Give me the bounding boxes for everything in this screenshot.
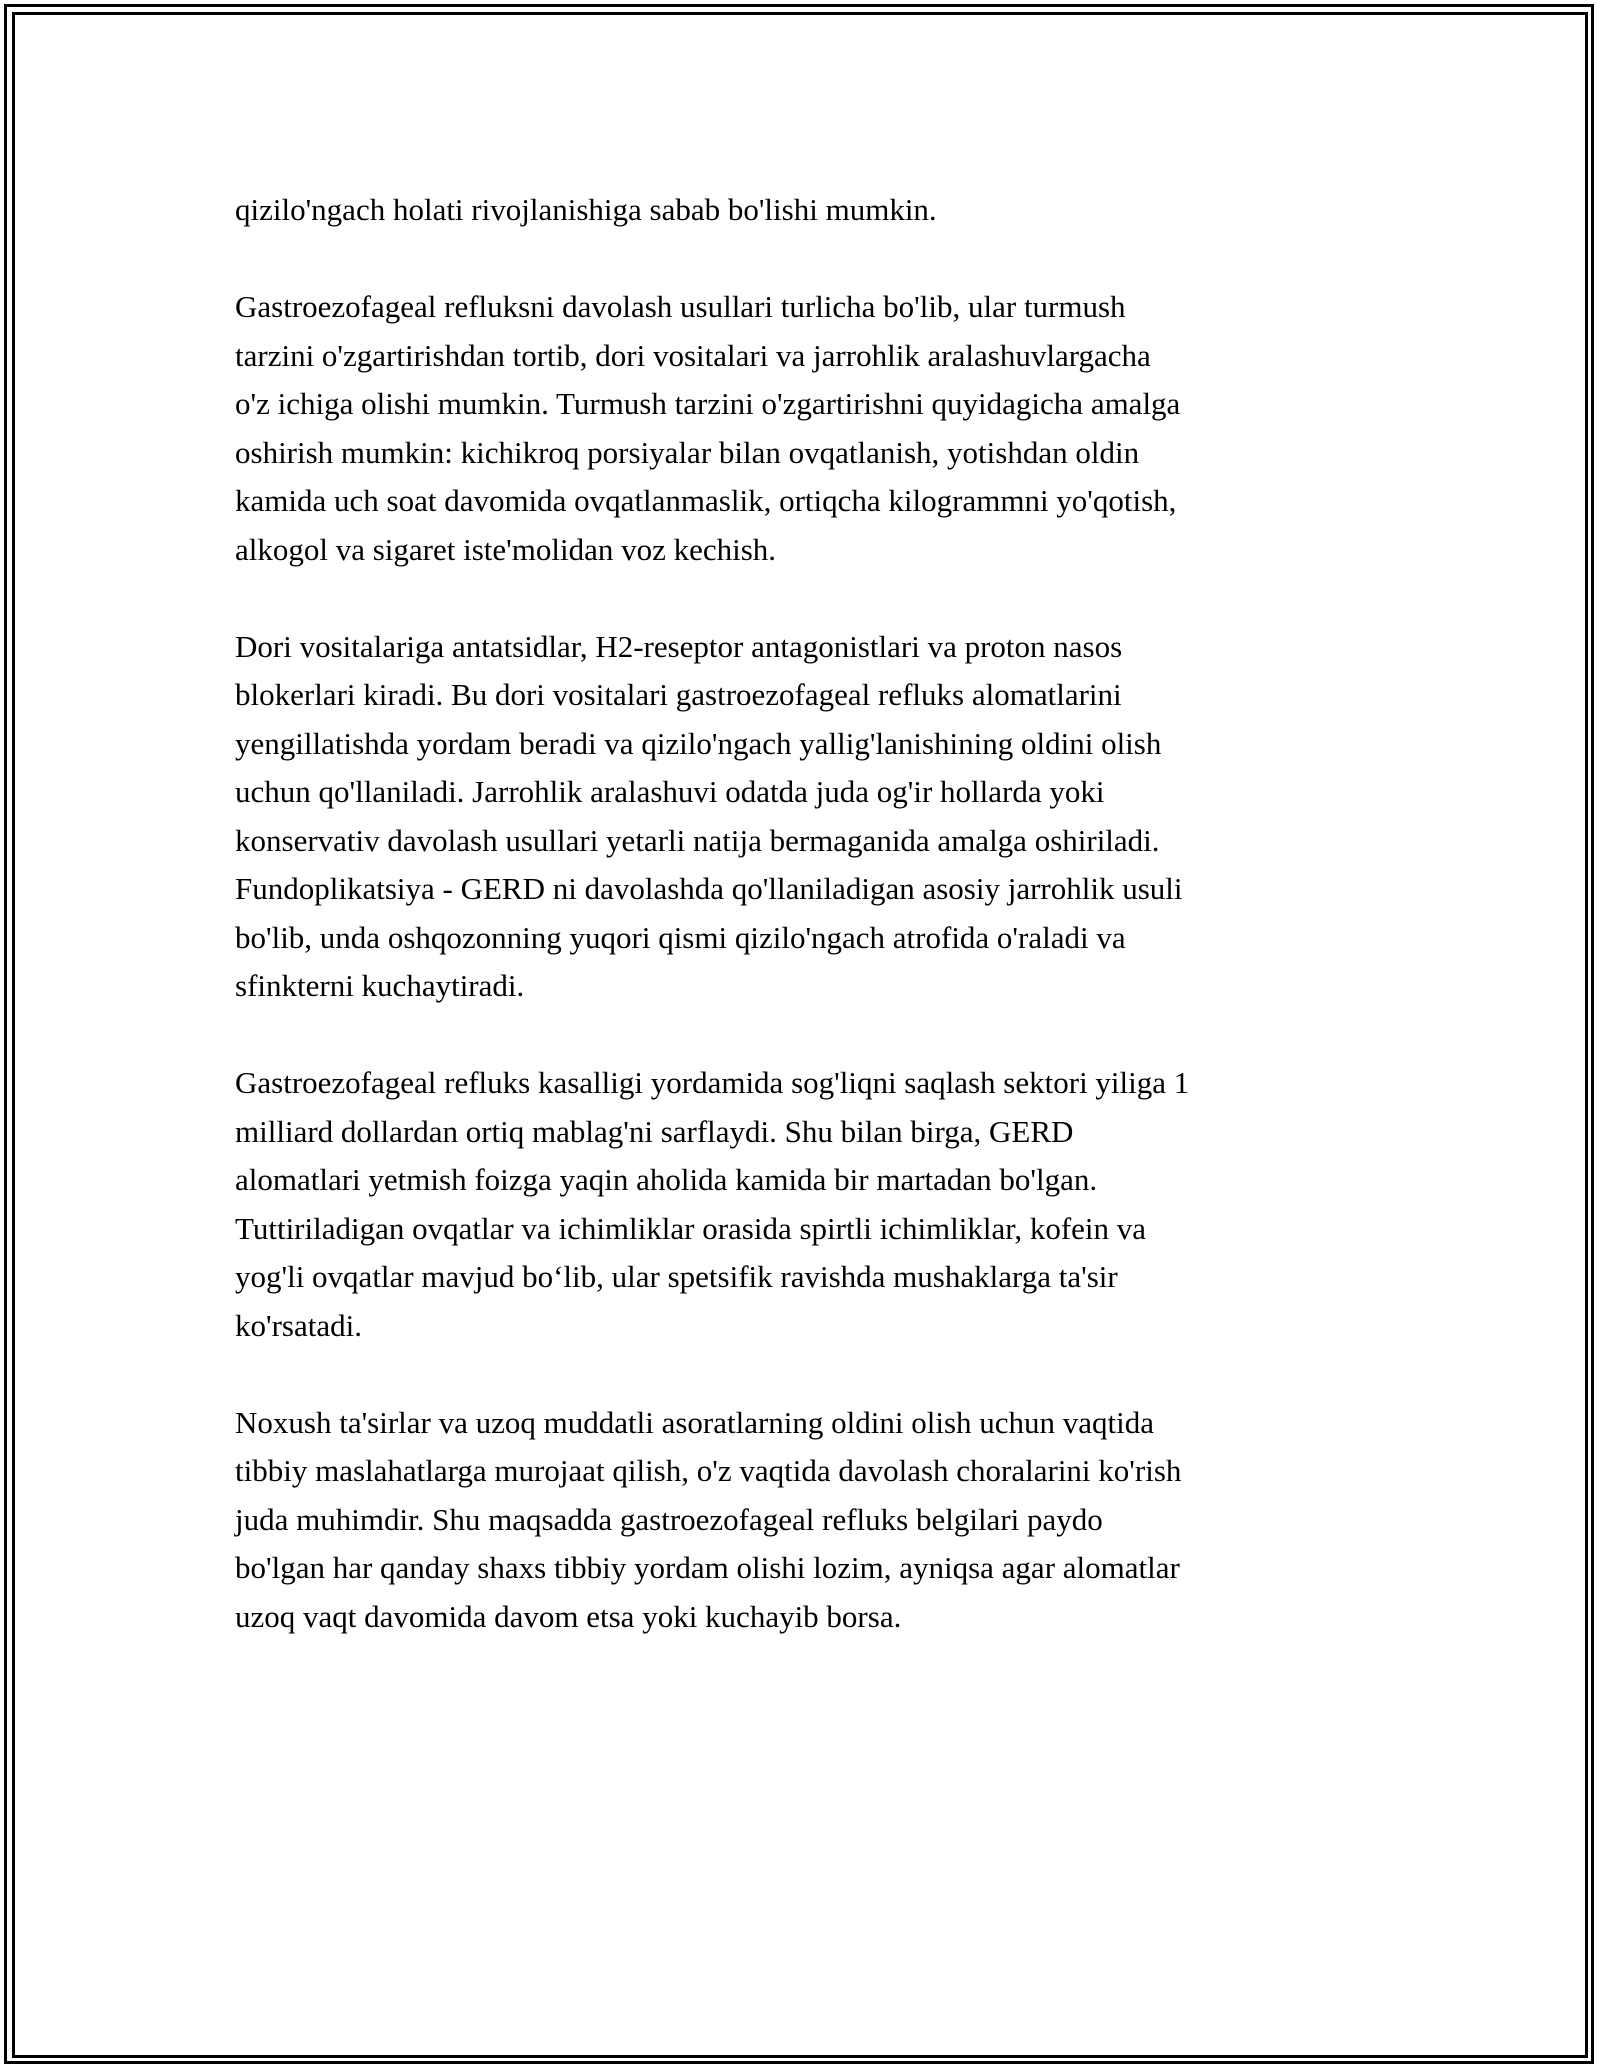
text-line: alomatlari yetmish foizga yaqin aholida kamida bir martadan bo'lgan. — [235, 1162, 1098, 1197]
paragraph-5 — [235, 1399, 1375, 1642]
text-line: bo'lib, unda oshqozonning yuqori qismi qizilo'ngach atrofida o'raladi va — [235, 919, 1126, 955]
text-line: tarzini o'zgartirishdan tortib, dori vositalari va jarrohlik aralashuvlargacha — [235, 337, 1151, 373]
text-line: konservativ davolash usullari yetarli natija bermaganida amalga oshiriladi. — [235, 822, 1160, 858]
text-line: milliard dollardan ortiq mablag'ni sarflaydi. Shu bilan birga, GERD — [235, 1113, 1074, 1149]
text-line: oshirish mumkin: kichikroq porsiyalar bilan ovqatlanish, yotishdan oldin — [235, 434, 1140, 470]
text-line: uchun qo'llaniladi. Jarrohlik aralashuvi odatda juda og'ir hollarda yoki — [235, 774, 1105, 809]
paragraph-1 — [235, 186, 1375, 235]
text-line: bo'lgan har qanday shaxs tibbiy yordam olishi lozim, ayniqsa agar alomatlar — [235, 1550, 1180, 1585]
paragraph-3 — [235, 623, 1375, 1011]
text-line: yengillatishda yordam beradi va qizilo'ngach yallig'lanishining oldini olish — [235, 725, 1162, 761]
text-line: o'z ichiga olishi mumkin. Turmush tarzini o'zgartirishni quyidagicha amalga — [235, 386, 1181, 421]
text-line: ko'rsatadi. — [235, 1307, 362, 1343]
text-line: Dori vositalariga antatsidlar, H2-reseptor antagonistlari va proton nasos — [235, 628, 1123, 664]
text-line: blokerlari kiradi. Bu dori vositalari gastroezofageal refluks alomatlarini — [235, 677, 1122, 712]
text-line: qizilo'ngach holati rivojlanishiga sabab bo'lishi mumkin. — [235, 192, 937, 227]
text-line: Gastroezofageal refluks kasalligi yordamida sog'liqni saqlash sektori yiliga 1 — [235, 1065, 1190, 1100]
text-line: yog'li ovqatlar mavjud bo‘lib, ular spetsifik ravishda mushaklarga ta'sir — [235, 1259, 1118, 1294]
text-line: kamida uch soat davomida ovqatlanmaslik, ortiqcha kilogrammni yo'qotish, — [235, 483, 1177, 518]
text-line: uzoq vaqt davomida davom etsa yoki kuchayib borsa. — [235, 1598, 902, 1634]
text-line: sfinkterni kuchaytiradi. — [235, 968, 525, 1003]
text-line: juda muhimdir. Shu maqsadda gastroezofageal refluks belgilari paydo — [235, 1501, 1103, 1537]
text-line: Gastroezofageal refluksni davolash usullari turlicha bo'lib, ular turmush — [235, 289, 1126, 324]
paragraph-4 — [235, 1059, 1375, 1350]
text-line: tibbiy maslahatlarga murojaat qilish, o'z vaqtida davolash choralarini ko'rish — [235, 1453, 1182, 1488]
text-line: Fundoplikatsiya - GERD ni davolashda qo'llaniladigan asosiy jarrohlik usuli — [235, 871, 1183, 906]
paragraph-2 — [235, 283, 1375, 574]
text-line: Noxush ta'sirlar va uzoq muddatli asoratlarning oldini olish uchun vaqtida — [235, 1404, 1155, 1440]
text-line: alkogol va sigaret iste'molidan voz kechish. — [235, 531, 777, 567]
text-line: Tuttiriladigan ovqatlar va ichimliklar orasida spirtli ichimliklar, kofein va — [235, 1210, 1147, 1246]
document-body — [235, 186, 1375, 1690]
